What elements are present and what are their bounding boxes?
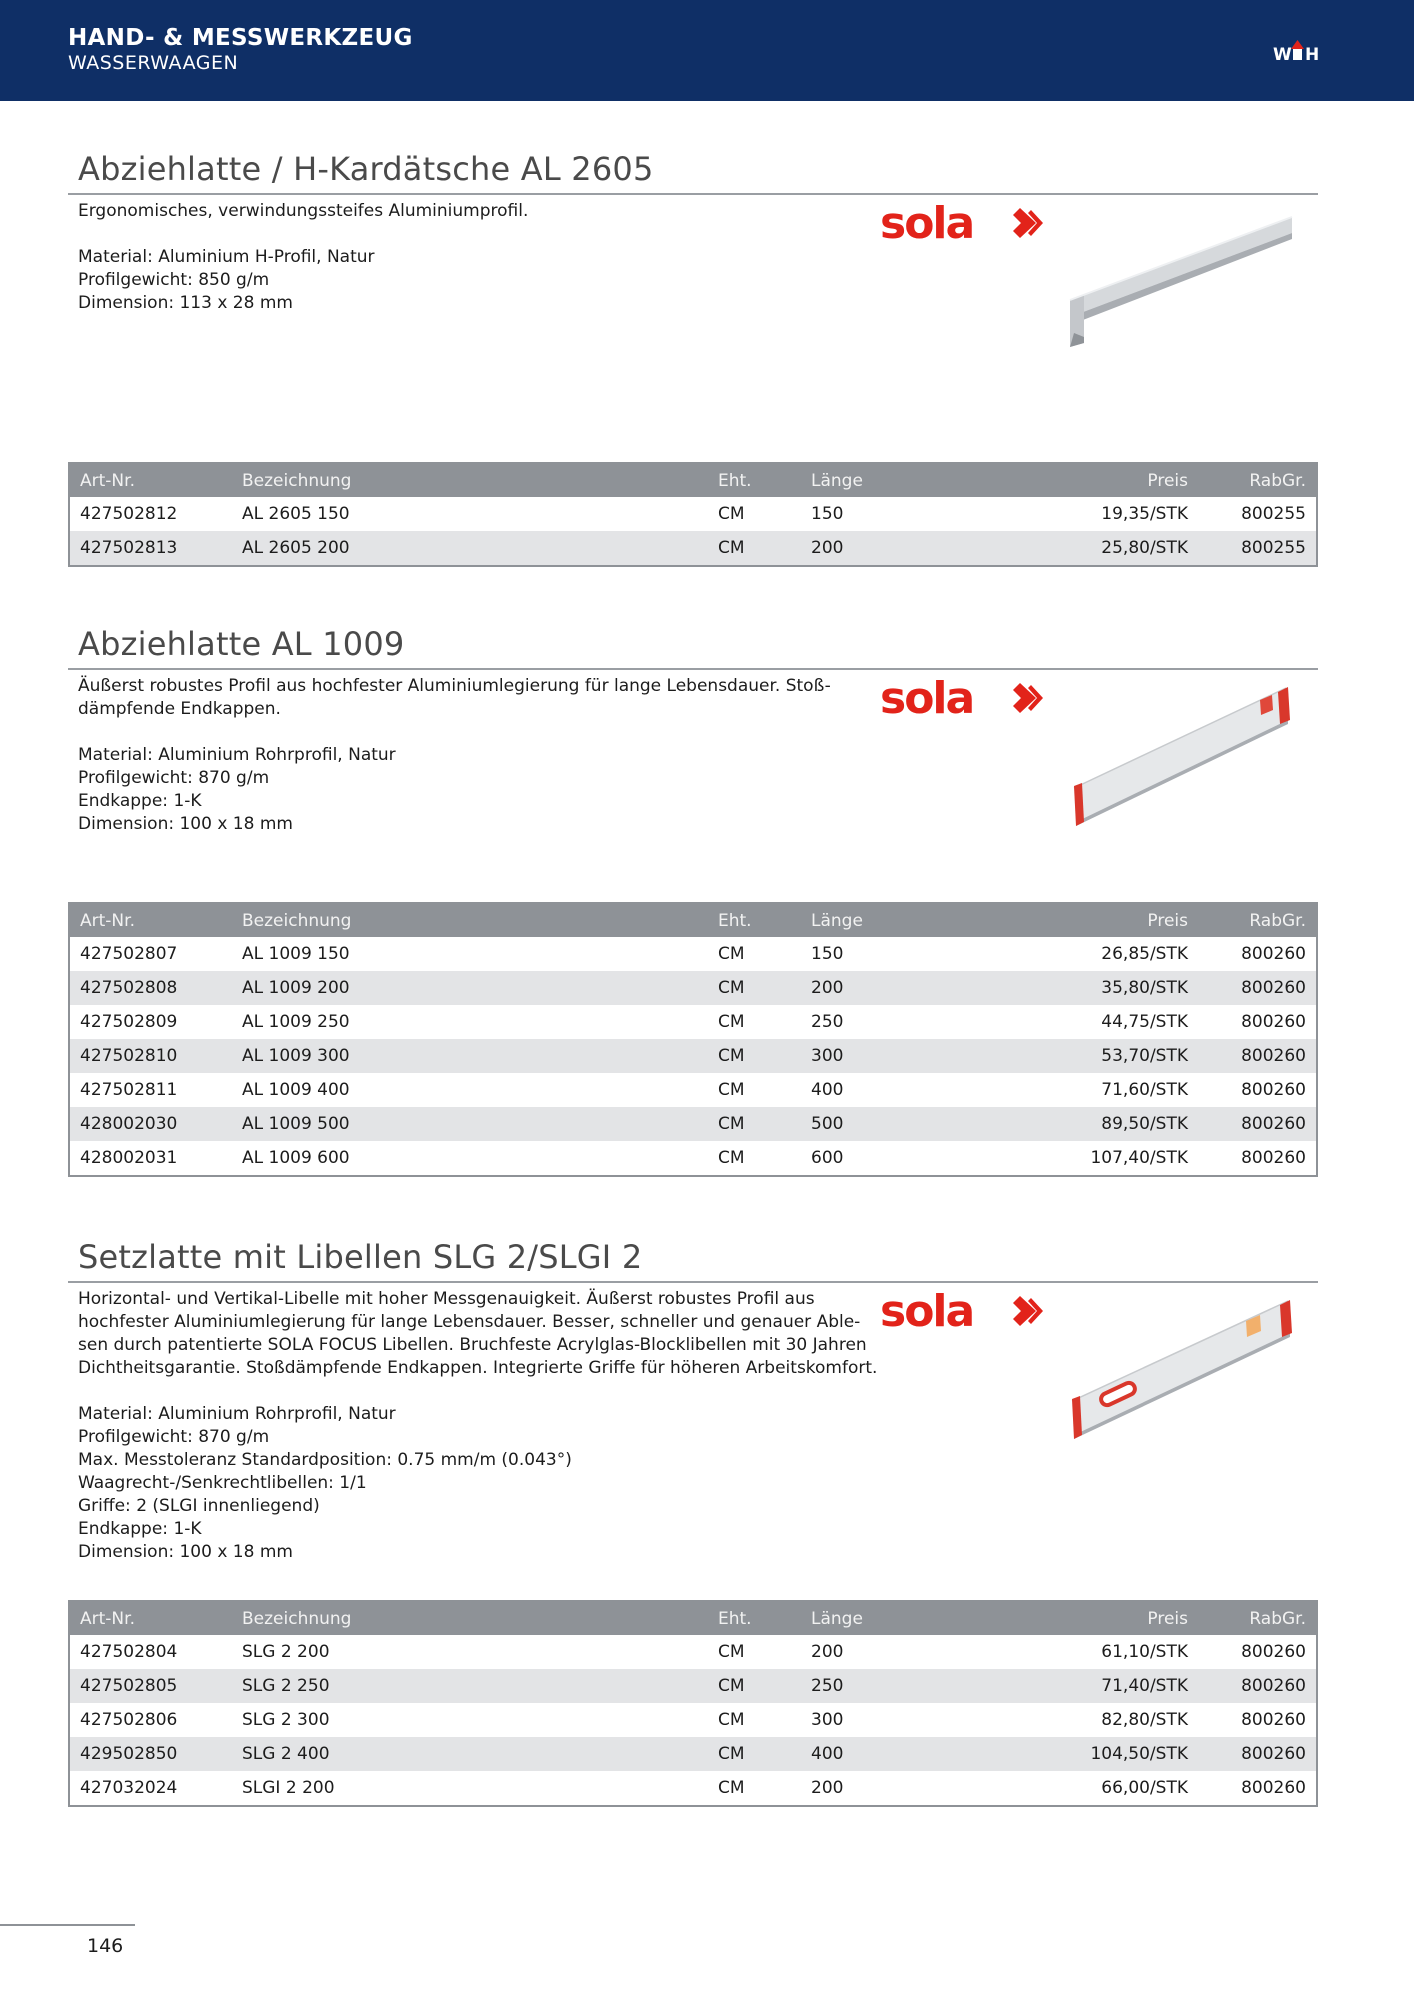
header-title: HAND- & MESSWERKZEUG [68,25,413,51]
cell-laenge: 200 [801,531,941,566]
column-header-preis: Preis [941,463,1198,497]
description-line: hochfester Aluminiumlegierung für lange Lebensdauer. Besser, schneller und genauer Able- [78,1312,861,1332]
cell-eht: CM [708,1107,801,1141]
product-description [78,1288,898,1564]
cell-art-nr: 428002031 [80,1148,178,1168]
table-header-row [69,1601,1317,1635]
cell-laenge: 400 [801,1737,941,1771]
spec-line: Profilgewicht: 870 g/m [78,1427,270,1447]
spec-line: Profilgewicht: 850 g/m [78,270,270,290]
cell-preis: 82,80/STK [1101,1710,1188,1730]
table-row [69,971,1317,1005]
cell-bezeichnung: AL 1009 250 [242,1012,350,1032]
cell-art-nr: 427502809 [80,1012,178,1032]
cell-preis: 26,85/STK [1101,944,1188,964]
cell-eht: CM [708,971,801,1005]
cell-rabgr: 800260 [1198,1669,1317,1703]
cell-preis: 35,80/STK [941,971,1198,1005]
cell-laenge: 600 [811,1148,844,1168]
table-row [69,497,1317,531]
cell-eht: CM [718,1778,745,1798]
cell-preis: 66,00/STK [1101,1778,1188,1798]
column-header-rabgr: RabGr. [1198,463,1317,497]
cell-art-nr: 427502805 [69,1669,232,1703]
column-header-eht: Eht. [708,903,801,937]
cell-bezeichnung: AL 1009 400 [242,1080,350,1100]
cell-rabgr: 800260 [1198,1107,1317,1141]
description-line: dämpfende Endkappen. [78,699,281,719]
cell-laenge: 250 [811,1012,844,1032]
cell-rabgr: 800260 [1241,1710,1306,1730]
cell-eht: CM [718,1710,745,1730]
section-divider [68,668,1318,670]
svg-text:W: W [1273,45,1292,65]
cell-art-nr: 427502807 [80,944,178,964]
table-row [69,531,1317,566]
cell-eht: CM [708,531,801,566]
cell-rabgr: 800260 [1241,1778,1306,1798]
cell-bezeichnung: AL 1009 500 [232,1107,708,1141]
cell-preis: 71,40/STK [941,1669,1198,1703]
table-row [69,1005,1317,1039]
product-table [68,1600,1318,1807]
cell-eht: CM [718,1148,745,1168]
description-line: Horizontal- und Vertikal-Libelle mit hoher Messgenauigkeit. Äußerst robustes Profil aus [78,1289,815,1309]
description-line: Äußerst robustes Profil aus hochfester Aluminiumlegierung für lange Lebensdauer. Stoß- [78,676,831,696]
h-profile-product-image [1060,205,1300,355]
column-header-laenge: Länge [801,903,941,937]
cell-preis: 25,80/STK [941,531,1198,566]
al1009-product-image [1060,680,1300,830]
sola-logo-text: sola [880,202,974,244]
cell-bezeichnung: SLG 2 250 [232,1669,708,1703]
cell-bezeichnung: AL 1009 300 [232,1039,708,1073]
cell-laenge: 250 [801,1669,941,1703]
table-header-row [69,903,1317,937]
cell-rabgr: 800260 [1241,1012,1306,1032]
page-number: 146 [87,1935,124,1957]
section-title: Setzlatte mit Libellen SLG 2/SLGI 2 [78,1238,643,1276]
section-divider [68,193,1318,195]
cell-laenge: 200 [811,1778,844,1798]
spec-line: Waagrecht-/Senkrechtlibellen: 1/1 [78,1473,367,1493]
cell-laenge: 400 [811,1080,844,1100]
cell-bezeichnung: AL 2605 150 [242,504,350,524]
cell-rabgr: 800260 [1198,971,1317,1005]
table-row [69,1073,1317,1107]
section-title: Abziehlatte / H-Kardätsche AL 2605 [78,150,654,188]
cell-art-nr: 427502812 [80,504,178,524]
sola-brand-logo [880,677,1052,719]
spec-line: Endkappe: 1-K [78,791,202,811]
table-row [69,1039,1317,1073]
column-header-preis: Preis [941,903,1198,937]
column-header-eht: Eht. [708,1601,801,1635]
cell-art-nr: 428002030 [69,1107,232,1141]
product-description [78,675,878,836]
column-header-bezeichnung: Bezeichnung [232,463,708,497]
cell-preis: 19,35/STK [1101,504,1188,524]
spec-line: Endkappe: 1-K [78,1519,202,1539]
table-row [69,1771,1317,1806]
cell-art-nr: 427502813 [69,531,232,566]
column-header-laenge: Länge [801,1601,941,1635]
cell-rabgr: 800260 [1198,1039,1317,1073]
product-section-slg2 [68,1238,1318,1818]
cell-laenge: 300 [811,1710,844,1730]
column-header-art-nr: Art-Nr. [69,1601,232,1635]
column-header-art-nr: Art-Nr. [69,903,232,937]
cell-art-nr: 427032024 [80,1778,178,1798]
cell-preis: 104,50/STK [941,1737,1198,1771]
table-row [69,1703,1317,1737]
cell-rabgr: 800255 [1198,531,1317,566]
product-description [78,200,858,315]
spec-line: Profilgewicht: 870 g/m [78,768,270,788]
column-header-rabgr: RabGr. [1198,1601,1317,1635]
table-row [69,1141,1317,1176]
sola-logo-text: sola [880,1290,974,1332]
cell-eht: CM [718,1012,745,1032]
cell-art-nr: 429502850 [69,1737,232,1771]
product-section-al2605 [68,150,1318,570]
product-table [68,462,1318,567]
page-header [0,0,1414,101]
cell-rabgr: 800260 [1241,1080,1306,1100]
cell-bezeichnung: AL 1009 150 [242,944,350,964]
cell-rabgr: 800260 [1241,1642,1306,1662]
cell-rabgr: 800260 [1241,1148,1306,1168]
table-row [69,1669,1317,1703]
cell-laenge: 300 [801,1039,941,1073]
column-header-laenge: Länge [801,463,941,497]
cell-preis: 107,40/STK [1090,1148,1188,1168]
spec-line: Dimension: 100 x 18 mm [78,814,293,834]
spec-line: Dimension: 113 x 28 mm [78,293,293,313]
cell-eht: CM [708,1669,801,1703]
table-row [69,1107,1317,1141]
column-header-preis: Preis [941,1601,1198,1635]
cell-rabgr: 800255 [1241,504,1306,524]
cell-bezeichnung: SLG 2 200 [242,1642,330,1662]
cell-art-nr: 427502804 [80,1642,178,1662]
spec-line: Material: Aluminium Rohrprofil, Natur [78,1404,396,1424]
column-header-rabgr: RabGr. [1198,903,1317,937]
cell-eht: CM [718,1642,745,1662]
sola-brand-logo [880,1290,1052,1332]
table-row [69,1737,1317,1771]
cell-preis: 44,75/STK [1101,1012,1188,1032]
cell-bezeichnung: SLG 2 400 [232,1737,708,1771]
description-line: Dichtheitsgarantie. Stoßdämpfende Endkappen. Integrierte Griffe für höheren Arbeitskomfort. [78,1358,878,1378]
spec-line: Material: Aluminium Rohrprofil, Natur [78,745,396,765]
cell-laenge: 200 [801,971,941,1005]
section-divider [68,1281,1318,1283]
cell-bezeichnung: SLGI 2 200 [242,1778,335,1798]
header-subtitle: WASSERWAAGEN [68,52,239,74]
description-line: Ergonomisches, verwindungssteifes Aluminiumprofil. [78,201,529,221]
spec-line: Max. Messtoleranz Standardposition: 0.75 mm/m (0.043°) [78,1450,572,1470]
product-section-al1009 [68,625,1318,1185]
product-table [68,902,1318,1177]
cell-art-nr: 427502808 [69,971,232,1005]
cell-art-nr: 427502810 [69,1039,232,1073]
cell-art-nr: 427502811 [80,1080,178,1100]
column-header-eht: Eht. [708,463,801,497]
cell-laenge: 500 [801,1107,941,1141]
table-row [69,1635,1317,1669]
column-header-art-nr: Art-Nr. [69,463,232,497]
cell-eht: CM [708,1737,801,1771]
wh-logo-icon [1272,36,1320,66]
cell-eht: CM [718,504,745,524]
cell-bezeichnung: AL 1009 600 [242,1148,350,1168]
cell-laenge: 150 [811,504,844,524]
sola-brand-logo [880,202,1052,244]
svg-text:H: H [1305,45,1320,65]
cell-rabgr: 800260 [1241,944,1306,964]
cell-bezeichnung: AL 2605 200 [232,531,708,566]
cell-preis: 61,10/STK [1101,1642,1188,1662]
table-row [69,937,1317,971]
footer-divider [0,1924,135,1926]
cell-bezeichnung: SLG 2 300 [242,1710,330,1730]
cell-laenge: 200 [811,1642,844,1662]
cell-laenge: 150 [811,944,844,964]
cell-eht: CM [718,944,745,964]
slg2-product-image [1060,1293,1300,1443]
column-header-bezeichnung: Bezeichnung [232,1601,708,1635]
table-header-row [69,463,1317,497]
spec-line: Material: Aluminium H-Profil, Natur [78,247,375,267]
cell-preis: 71,60/STK [1101,1080,1188,1100]
cell-rabgr: 800260 [1198,1737,1317,1771]
spec-line: Griffe: 2 (SLGI innenliegend) [78,1496,320,1516]
cell-bezeichnung: AL 1009 200 [232,971,708,1005]
column-header-bezeichnung: Bezeichnung [232,903,708,937]
cell-art-nr: 427502806 [80,1710,178,1730]
cell-eht: CM [708,1039,801,1073]
sola-logo-text: sola [880,677,974,719]
cell-eht: CM [718,1080,745,1100]
cell-preis: 89,50/STK [941,1107,1198,1141]
spec-line: Dimension: 100 x 18 mm [78,1542,293,1562]
section-title: Abziehlatte AL 1009 [78,625,405,663]
description-line: sen durch patentierte SOLA FOCUS Libellen. Bruchfeste Acrylglas-Blocklibellen mit 30 Jahren [78,1335,867,1355]
cell-preis: 53,70/STK [941,1039,1198,1073]
